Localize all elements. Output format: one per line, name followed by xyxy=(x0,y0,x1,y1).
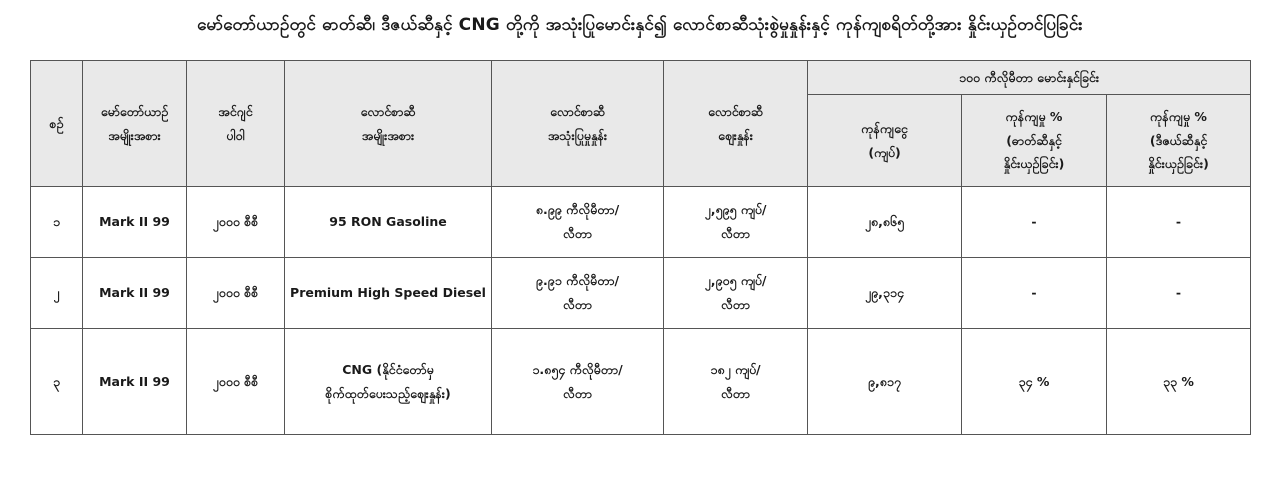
cell-cost: ၉,၈၁၇ xyxy=(808,329,962,435)
header-cost-kyat: ကုန်ကျငွေ (ကျပ်) xyxy=(808,95,962,187)
cell-consumption: ၁.၈၅၄ ကီလိုမီတာ/ လီတာ xyxy=(492,329,664,435)
cell-consumption: ၈.၉၉ ကီလိုမီတာ/ လီတာ xyxy=(492,187,664,258)
cell-no: ၁ xyxy=(31,187,83,258)
cell-pct-diesel: ၃၃ % xyxy=(1107,329,1251,435)
header-no: စဉ် xyxy=(31,61,83,187)
cell-fuel: CNG (နိုင်ငံတော်မှ စိုက်ထုတ်ပေးသည့်ဈေးနှုန်း) xyxy=(285,329,492,435)
header-group-100km: ၁၀၀ ကီလိုမီတာ မောင်းနှင်ခြင်း xyxy=(808,61,1251,95)
header-engine-power: အင်ဂျင် ပါဝါ xyxy=(187,61,285,187)
header-fuel-price: လောင်စာဆီ ဈေးနှုန်း xyxy=(664,61,808,187)
table-row xyxy=(31,329,1251,435)
cell-vehicle: Mark II 99 xyxy=(83,258,187,329)
header-saving-vs-diesel: ကုန်ကျမှု % (ဒီဇယ်ဆီနှင့် နှိုင်းယှဉ်ခြင်း) xyxy=(1107,95,1251,187)
cell-engine: ၂၀၀၀ စီစီ xyxy=(187,329,285,435)
cell-no: ၂ xyxy=(31,258,83,329)
cell-price: ၁၈၂ ကျပ်/ လီတာ xyxy=(664,329,808,435)
document-title: မော်တော်ယာဉ်တွင် ဓာတ်ဆီ၊ ဒီဇယ်ဆီနှင့် CNG တို့ကို အသုံးပြုမောင်းနှင်၍ လောင်စာဆီသုံးစွဲမှုနှုန်းနှင့် ကုန်ကျစရိတ်တို့အား နှိုင်းယှဉ်တင်ပြခြင်း xyxy=(197,15,1083,35)
cell-price: ၂,၉၀၅ ကျပ်/ လီတာ xyxy=(664,258,808,329)
cell-engine: ၂၀၀၀ စီစီ xyxy=(187,258,285,329)
cell-cost: ၂၉,၃၁၄ xyxy=(808,258,962,329)
header-fuel-type: လောင်စာဆီ အမျိုးအစား xyxy=(285,61,492,187)
cell-pct-diesel: - xyxy=(1107,258,1251,329)
cell-fuel: 95 RON Gasoline xyxy=(285,187,492,258)
header-row-top xyxy=(31,61,1251,95)
cell-pct-petrol: ၃၄ % xyxy=(962,329,1107,435)
header-fuel-consumption: လောင်စာဆီ အသုံးပြုမှုနှုန်း xyxy=(492,61,664,187)
header-vehicle-type: မော်တော်ယာဉ် အမျိုးအစား xyxy=(83,61,187,187)
cell-no: ၃ xyxy=(31,329,83,435)
table-row xyxy=(31,187,1251,258)
cell-consumption: ၉.၉၁ ကီလိုမီတာ/ လီတာ xyxy=(492,258,664,329)
cell-pct-petrol: - xyxy=(962,258,1107,329)
fuel-comparison-table xyxy=(30,60,1251,435)
cell-cost: ၂၈,၈၆၅ xyxy=(808,187,962,258)
cell-vehicle: Mark II 99 xyxy=(83,329,187,435)
cell-pct-petrol: - xyxy=(962,187,1107,258)
cell-price: ၂,၅၉၅ ကျပ်/ လီတာ xyxy=(664,187,808,258)
cell-fuel: Premium High Speed Diesel xyxy=(285,258,492,329)
table-row xyxy=(31,258,1251,329)
header-saving-vs-petrol: ကုန်ကျမှု % (ဓာတ်ဆီနှင့် နှိုင်းယှဉ်ခြင်း) xyxy=(962,95,1107,187)
cell-vehicle: Mark II 99 xyxy=(83,187,187,258)
cell-engine: ၂၀၀၀ စီစီ xyxy=(187,187,285,258)
cell-pct-diesel: - xyxy=(1107,187,1251,258)
